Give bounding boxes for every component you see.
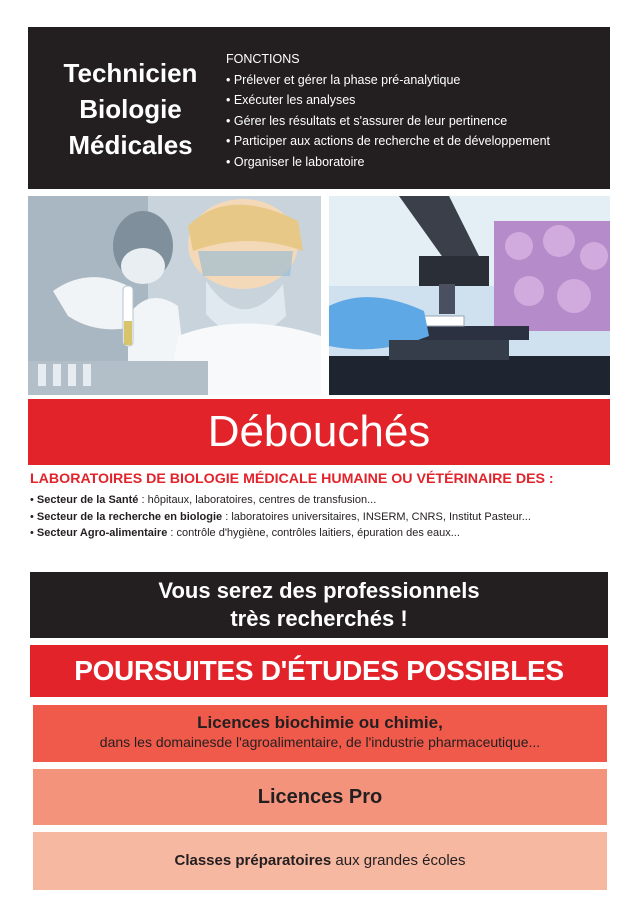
sector-item: [30, 492, 590, 509]
licences-chimie-box: [33, 705, 607, 762]
sector-text: : laboratoires universitaires, INSERM, CNRS, Institut Pasteur...: [222, 510, 531, 523]
functions-list: [226, 49, 606, 172]
licences-chimie-text: dans les domainesde l'agroalimentaire, de l'industrie pharmaceutique...: [99, 734, 541, 750]
header-block: [28, 27, 610, 189]
sector-bullet: •: [30, 527, 37, 539]
licences-pro-box: Licences Pro: [33, 769, 607, 825]
laboratoires-heading: LABORATOIRES DE BIOLOGIE MÉDICALE HUMAINE OU VÉTÉRINAIRE DES :: [30, 471, 554, 487]
function-item: • Gérer les résultats et s'assurer de leur pertinence: [226, 113, 508, 128]
function-item: • Organiser le laboratoire: [226, 154, 365, 169]
professionals-banner: [30, 572, 608, 638]
professionals-line: Vous serez des professionnels: [158, 578, 480, 603]
sector-name: Secteur Agro-alimentaire: [36, 527, 168, 539]
poursuites-banner: POURSUITES D'ÉTUDES POSSIBLES: [30, 645, 608, 697]
classes-prepa-box: [33, 832, 607, 890]
function-item: • Participer aux actions de recherche et de développement: [226, 134, 551, 148]
sector-bullet: •: [30, 494, 37, 506]
sector-bullet: •: [30, 510, 37, 523]
page-title: [28, 55, 233, 163]
professionals-line: très recherchés !: [230, 606, 408, 631]
lab-technician-illustration: [28, 196, 321, 395]
title-line: Biologie: [79, 94, 182, 124]
function-item: • Prélever et gérer la phase pré-analytique: [226, 72, 461, 87]
functions-heading: FONCTIONS: [226, 52, 300, 66]
sector-name: Secteur de la recherche en biologie: [36, 510, 223, 523]
sector-item: [30, 509, 590, 526]
microscope-photo: [329, 196, 610, 395]
sector-name: Secteur de la Santé: [36, 494, 139, 506]
licences-chimie-title: Licences biochimie ou chimie,: [197, 713, 443, 732]
classes-prepa-bold: Classes préparatoires: [174, 852, 332, 869]
sector-text: : contrôle d'hygiène, contrôles laitiers, épuration des eaux...: [167, 527, 460, 539]
classes-prepa-rest: aux grandes écoles: [331, 852, 466, 869]
debouches-banner: Débouchés: [28, 399, 610, 465]
sector-text: : hôpitaux, laboratoires, centres de transfusion...: [138, 494, 377, 506]
sector-item: [30, 525, 590, 542]
lab-technician-photo: [28, 196, 321, 395]
title-line: Technicien: [63, 58, 198, 88]
sectors-list: [30, 492, 590, 542]
function-item: • Exécuter les analyses: [226, 93, 356, 107]
microscope-illustration: [329, 196, 610, 395]
title-line: Médicales: [68, 130, 193, 160]
